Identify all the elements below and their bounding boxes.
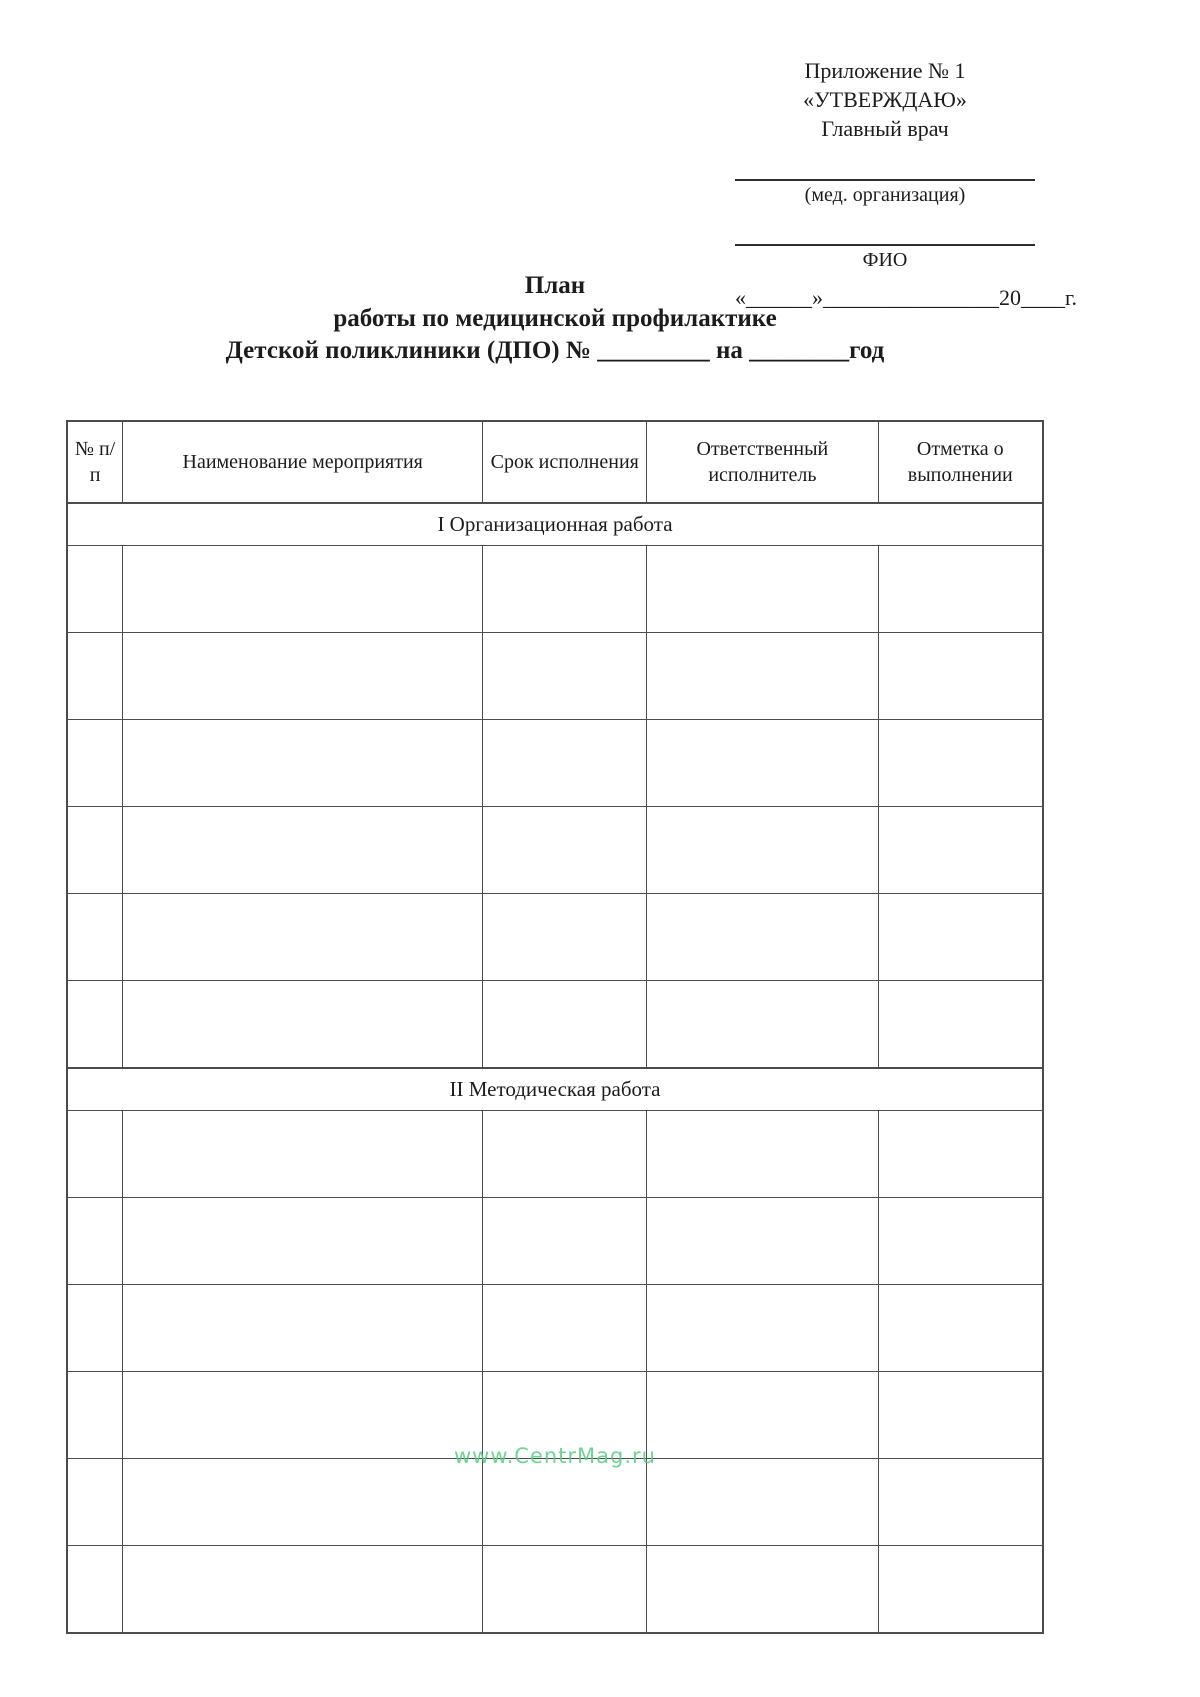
- empty-row: [67, 1111, 1043, 1198]
- table-cell: [483, 546, 647, 633]
- col-header-number: № п/п: [67, 421, 123, 503]
- section-title: II Методическая работа: [67, 1068, 1043, 1111]
- chief-doctor-label: Главный врач: [821, 116, 949, 142]
- table-cell: [647, 633, 878, 720]
- table-cell: [483, 1459, 647, 1546]
- table-cell: [483, 720, 647, 807]
- table-cell: [647, 1372, 878, 1459]
- section-header-row: [67, 503, 1043, 546]
- section-title: I Организационная работа: [67, 503, 1043, 546]
- table-cell: [647, 981, 878, 1069]
- table-cell: [123, 1459, 483, 1546]
- col-header-activity: Наименование мероприятия: [123, 421, 483, 503]
- table-cell: [878, 1285, 1043, 1372]
- col-header-completion: Отметка о выполнении: [878, 421, 1043, 503]
- empty-row: [67, 894, 1043, 981]
- table-cell: [123, 981, 483, 1069]
- table-cell: [483, 981, 647, 1069]
- table-cell: [878, 546, 1043, 633]
- table-cell: [123, 807, 483, 894]
- approve-label: «УТВЕРЖДАЮ»: [803, 87, 967, 113]
- table-cell: [123, 894, 483, 981]
- table-cell: [878, 720, 1043, 807]
- plan-table: [66, 420, 1044, 1634]
- empty-row: [67, 1285, 1043, 1372]
- table-cell: [647, 1198, 878, 1285]
- header-row: [67, 421, 1043, 503]
- table-cell: [647, 546, 878, 633]
- table-cell: [123, 546, 483, 633]
- table-cell: [67, 720, 123, 807]
- empty-row: [67, 720, 1043, 807]
- table-cell: [878, 633, 1043, 720]
- empty-row: [67, 1198, 1043, 1285]
- table-cell: [67, 981, 123, 1069]
- table-cell: [483, 1285, 647, 1372]
- table-cell: [67, 1198, 123, 1285]
- table-cell: [483, 1111, 647, 1198]
- table-cell: [878, 807, 1043, 894]
- organization-signature-line: [735, 155, 1035, 181]
- document-title: [0, 270, 1110, 368]
- name-signature-line: [735, 220, 1035, 246]
- col-header-responsible: Ответственный исполнитель: [647, 421, 878, 503]
- empty-row: [67, 546, 1043, 633]
- table-cell: [647, 1111, 878, 1198]
- table-cell: [67, 1285, 123, 1372]
- table-cell: [878, 981, 1043, 1069]
- site-watermark: www.CentrMag.ru: [454, 1444, 656, 1468]
- table-cell: [483, 1198, 647, 1285]
- table-cell: [647, 1459, 878, 1546]
- table-cell: [878, 1111, 1043, 1198]
- table-cell: [878, 1546, 1043, 1634]
- col-header-deadline: Срок исполнения: [483, 421, 647, 503]
- table-cell: [878, 894, 1043, 981]
- title-line-1: План: [524, 272, 586, 299]
- table-cell: [878, 1459, 1043, 1546]
- fio-caption: ФИО: [862, 249, 908, 272]
- table-cell: [67, 1546, 123, 1634]
- table-cell: [647, 1285, 878, 1372]
- organization-caption: (мед. организация): [804, 184, 966, 207]
- table-cell: [67, 1111, 123, 1198]
- table-cell: [67, 807, 123, 894]
- table-cell: [483, 633, 647, 720]
- table-cell: [647, 720, 878, 807]
- date-fill-line: «______»________________20____г.: [735, 285, 1078, 311]
- table-cell: [647, 1546, 878, 1634]
- table-cell: [67, 894, 123, 981]
- table-cell: [123, 1372, 483, 1459]
- empty-row: [67, 633, 1043, 720]
- empty-row: [67, 981, 1043, 1069]
- table-cell: [123, 633, 483, 720]
- table-cell: [878, 1372, 1043, 1459]
- section-header-row: [67, 1068, 1043, 1111]
- title-line-3: Детской поликлиники (ДПО) № _________ на ________год: [225, 337, 885, 364]
- table-cell: [483, 807, 647, 894]
- plan-table-header: [67, 421, 1043, 503]
- empty-row: [67, 1372, 1043, 1459]
- title-line-2: работы по медицинской профилактике: [333, 304, 777, 332]
- empty-row: [67, 1459, 1043, 1546]
- empty-row: [67, 807, 1043, 894]
- appendix-label: Приложение № 1: [804, 58, 966, 83]
- table-cell: [67, 1372, 123, 1459]
- table-cell: [483, 1372, 647, 1459]
- table-cell: [878, 1198, 1043, 1285]
- table-cell: [123, 1111, 483, 1198]
- table-cell: [483, 1546, 647, 1634]
- table-cell: [67, 1459, 123, 1546]
- plan-table-body: [67, 503, 1043, 1633]
- table-cell: [123, 1285, 483, 1372]
- table-cell: [67, 546, 123, 633]
- table-cell: [123, 1198, 483, 1285]
- table-cell: [483, 894, 647, 981]
- table-cell: [123, 1546, 483, 1634]
- table-cell: [647, 807, 878, 894]
- table-cell: [123, 720, 483, 807]
- table-cell: [67, 633, 123, 720]
- empty-row: [67, 1546, 1043, 1634]
- table-cell: [647, 894, 878, 981]
